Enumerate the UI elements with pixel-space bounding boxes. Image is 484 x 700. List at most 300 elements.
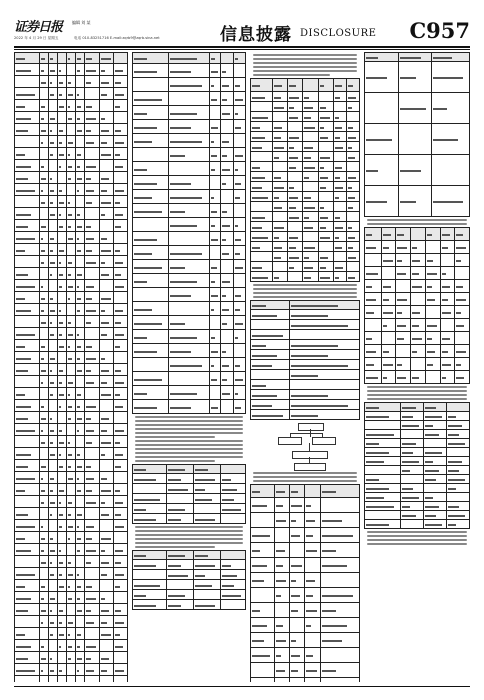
table-cell: [440, 332, 455, 345]
table-row: [251, 272, 360, 282]
table-cell: [66, 544, 75, 556]
table-cell: [48, 448, 57, 460]
table-cell: [288, 262, 303, 272]
table-cell: [400, 457, 423, 466]
table-cell: [114, 568, 128, 580]
table-cell: [221, 120, 233, 134]
table-cell: [251, 400, 290, 410]
table-cell: [99, 160, 114, 172]
table-cell: [66, 232, 75, 244]
table-cell: [75, 256, 84, 268]
text-line: [135, 452, 243, 454]
table-cell: [57, 304, 66, 316]
table-cell: [85, 364, 100, 376]
table-cell: [57, 64, 66, 76]
table-row: [133, 162, 246, 176]
table-cell: [85, 640, 100, 652]
table-cell: [166, 590, 193, 600]
table-cell: [39, 112, 48, 124]
table-cell: [288, 212, 303, 222]
table-cell: [133, 400, 169, 414]
table-row: [251, 558, 360, 573]
table-cell: [48, 472, 57, 484]
table-cell: [425, 267, 440, 280]
table-cell: [381, 228, 396, 241]
table-cell: [75, 76, 84, 88]
table-row: [15, 436, 128, 448]
table-cell: [75, 424, 84, 436]
table-cell: [57, 172, 66, 184]
table-cell: [209, 162, 220, 176]
table-row: [15, 484, 128, 496]
table-cell: [85, 160, 100, 172]
table-cell: [305, 528, 320, 543]
table-row: [251, 370, 360, 380]
table-cell: [39, 448, 48, 460]
table-cell: [39, 304, 48, 316]
table-cell: [290, 330, 360, 340]
table-cell: [66, 376, 75, 388]
table-cell: [39, 460, 48, 472]
table-cell: [455, 228, 470, 241]
table-cell: [57, 544, 66, 556]
table-cell: [440, 254, 455, 267]
table-cell: [233, 53, 245, 64]
table-cell: [272, 202, 287, 212]
table-cell: [57, 412, 66, 424]
table-cell: [411, 293, 426, 306]
table-row: [133, 64, 246, 78]
table-cell: [75, 556, 84, 568]
table-cell: [288, 222, 303, 232]
table-cell: [85, 53, 100, 64]
table-cell: [365, 53, 399, 62]
table-cell: [318, 202, 333, 212]
table-cell: [15, 604, 40, 616]
table-cell: [48, 256, 57, 268]
table-cell: [396, 371, 411, 384]
table-row: [15, 160, 128, 172]
table-row: [15, 304, 128, 316]
table-cell: [288, 162, 303, 172]
table-cell: [318, 222, 333, 232]
table-cell: [305, 603, 320, 618]
newspaper-logo: 证券日报: [14, 20, 63, 35]
table-cell: [75, 304, 84, 316]
table-cell: [233, 176, 245, 190]
table-cell: [133, 465, 167, 474]
table-row: [15, 100, 128, 112]
table-cell: [15, 616, 40, 628]
table-cell: [365, 345, 382, 358]
table-row: [133, 474, 246, 484]
table-cell: [75, 520, 84, 532]
table-cell: [85, 316, 100, 328]
table-cell: [251, 102, 273, 112]
table-cell: [39, 340, 48, 352]
table-cell: [194, 465, 221, 474]
table-cell: [411, 280, 426, 293]
table-cell: [303, 182, 318, 192]
table-row: [365, 62, 470, 93]
text-line: [135, 424, 243, 426]
table-cell: [318, 262, 333, 272]
page-number: C957: [409, 18, 470, 43]
table-row: [365, 280, 470, 293]
table-cell: [48, 328, 57, 340]
table-cell: [423, 520, 446, 529]
table-cell: [15, 664, 40, 676]
table-cell: [251, 410, 290, 420]
table-cell: [333, 152, 346, 162]
table-cell: [303, 152, 318, 162]
table-cell: [114, 53, 128, 64]
table-cell: [318, 212, 333, 222]
table-cell: [48, 316, 57, 328]
table-cell: [365, 124, 399, 155]
table-cell: [99, 352, 114, 364]
column-3-table-c: [250, 484, 360, 682]
table-cell: [381, 293, 396, 306]
table-row: [365, 448, 470, 457]
table-cell: [233, 330, 245, 344]
masthead: [14, 14, 470, 48]
table-cell: [114, 196, 128, 208]
table-cell: [85, 184, 100, 196]
table-cell: [114, 352, 128, 364]
table-cell: [66, 676, 75, 683]
table-cell: [66, 604, 75, 616]
table-cell: [455, 332, 470, 345]
table-cell: [57, 316, 66, 328]
table-cell: [75, 652, 84, 664]
table-cell: [15, 316, 40, 328]
table-row: [15, 88, 128, 100]
table-row: [251, 301, 360, 310]
table-row: [15, 124, 128, 136]
text-line: [135, 456, 243, 458]
table-cell: [209, 106, 220, 120]
table-cell: [99, 520, 114, 532]
table-cell: [114, 124, 128, 136]
table-cell: [48, 172, 57, 184]
table-cell: [318, 132, 333, 142]
table-cell: [133, 78, 169, 92]
table-cell: [99, 280, 114, 292]
table-cell: [251, 112, 273, 122]
table-cell: [251, 513, 275, 528]
table-cell: [303, 112, 318, 122]
table-cell: [288, 152, 303, 162]
table-cell: [381, 306, 396, 319]
table-row: [251, 132, 360, 142]
table-row: [251, 242, 360, 252]
table-cell: [75, 172, 84, 184]
table-cell: [272, 272, 287, 282]
table-cell: [432, 124, 470, 155]
table-cell: [169, 78, 210, 92]
text-line: [367, 386, 467, 388]
table-cell: [221, 494, 246, 504]
table-cell: [274, 498, 289, 513]
table-cell: [440, 228, 455, 241]
text-line: [253, 284, 357, 286]
table-row: [251, 212, 360, 222]
table-cell: [346, 242, 359, 252]
table-cell: [290, 543, 305, 558]
table-cell: [440, 358, 455, 371]
table-cell: [15, 64, 40, 76]
table-row: [15, 53, 128, 64]
table-cell: [396, 358, 411, 371]
table-cell: [272, 112, 287, 122]
table-row: [365, 53, 470, 62]
table-cell: [15, 628, 40, 640]
table-cell: [194, 504, 221, 514]
table-cell: [440, 280, 455, 293]
table-row: [251, 603, 360, 618]
table-cell: [15, 196, 40, 208]
table-cell: [75, 64, 84, 76]
table-cell: [169, 134, 210, 148]
column-4: [364, 52, 470, 682]
table-row: [251, 192, 360, 202]
table-cell: [99, 172, 114, 184]
table-cell: [133, 494, 167, 504]
table-cell: [85, 460, 100, 472]
table-cell: [48, 496, 57, 508]
table-cell: [99, 664, 114, 676]
table-cell: [48, 352, 57, 364]
table-cell: [39, 616, 48, 628]
table-cell: [15, 580, 40, 592]
table-cell: [57, 136, 66, 148]
table-cell: [221, 551, 246, 560]
table-row: [365, 475, 470, 484]
table-row: [251, 390, 360, 400]
text-line: [135, 416, 243, 418]
table-cell: [15, 268, 40, 280]
table-cell: [221, 302, 233, 316]
table-cell: [133, 53, 169, 64]
table-cell: [365, 520, 401, 529]
table-cell: [169, 400, 210, 414]
table-cell: [114, 616, 128, 628]
table-cell: [114, 208, 128, 220]
table-cell: [99, 148, 114, 160]
table-cell: [365, 228, 382, 241]
table-cell: [75, 616, 84, 628]
table-cell: [15, 532, 40, 544]
table-row: [365, 520, 470, 529]
table-cell: [290, 603, 305, 618]
table-cell: [251, 360, 290, 370]
table-cell: [221, 204, 233, 218]
table-cell: [272, 232, 287, 242]
table-cell: [85, 484, 100, 496]
table-cell: [455, 293, 470, 306]
table-cell: [288, 232, 303, 242]
table-cell: [290, 678, 305, 683]
table-cell: [251, 558, 275, 573]
table-cell: [303, 172, 318, 182]
table-row: [365, 371, 470, 384]
text-line: [367, 535, 467, 537]
table-cell: [272, 142, 287, 152]
table-cell: [272, 92, 287, 102]
table-cell: [209, 190, 220, 204]
table-cell: [48, 208, 57, 220]
table-cell: [57, 100, 66, 112]
table-cell: [75, 580, 84, 592]
table-row: [133, 106, 246, 120]
table-cell: [99, 640, 114, 652]
table-cell: [251, 262, 273, 272]
table-cell: [75, 280, 84, 292]
table-cell: [133, 64, 169, 78]
table-cell: [169, 176, 210, 190]
table-cell: [15, 352, 40, 364]
table-row: [365, 228, 470, 241]
table-cell: [99, 580, 114, 592]
table-cell: [251, 380, 290, 390]
chart-box: [312, 437, 336, 445]
table-cell: [381, 280, 396, 293]
table-cell: [66, 328, 75, 340]
table-cell: [209, 176, 220, 190]
table-cell: [85, 568, 100, 580]
table-cell: [99, 100, 114, 112]
table-cell: [221, 590, 246, 600]
table-cell: [288, 192, 303, 202]
table-cell: [66, 412, 75, 424]
table-cell: [166, 474, 193, 484]
table-cell: [288, 182, 303, 192]
table-cell: [15, 400, 40, 412]
table-cell: [99, 268, 114, 280]
table-cell: [39, 232, 48, 244]
table-cell: [365, 93, 399, 124]
table-cell: [39, 292, 48, 304]
table-cell: [396, 254, 411, 267]
table-cell: [381, 358, 396, 371]
table-cell: [66, 316, 75, 328]
table-cell: [169, 92, 210, 106]
column-2-text-b: [132, 526, 246, 548]
table-cell: [303, 102, 318, 112]
table-cell: [381, 345, 396, 358]
table-cell: [15, 160, 40, 172]
table-cell: [346, 152, 359, 162]
table-cell: [133, 288, 169, 302]
table-cell: [66, 640, 75, 652]
table-cell: [114, 472, 128, 484]
table-cell: [114, 676, 128, 683]
table-row: [251, 678, 360, 683]
table-cell: [333, 272, 346, 282]
table-cell: [400, 520, 423, 529]
table-cell: [85, 88, 100, 100]
table-row: [251, 633, 360, 648]
table-cell: [272, 79, 287, 92]
table-cell: [99, 292, 114, 304]
table-cell: [133, 246, 169, 260]
table-cell: [75, 364, 84, 376]
table-cell: [66, 304, 75, 316]
table-cell: [274, 648, 289, 663]
chart-connector: [309, 457, 310, 463]
text-line: [135, 460, 215, 462]
table-cell: [365, 502, 401, 511]
table-cell: [39, 556, 48, 568]
table-cell: [114, 172, 128, 184]
table-cell: [75, 388, 84, 400]
table-row: [251, 142, 360, 152]
column-2: [132, 52, 246, 682]
table-row: [133, 400, 246, 414]
table-cell: [15, 544, 40, 556]
table-cell: [133, 580, 167, 590]
table-row: [251, 618, 360, 633]
table-row: [133, 551, 246, 560]
table-cell: [66, 172, 75, 184]
table-cell: [85, 340, 100, 352]
table-cell: [169, 148, 210, 162]
table-cell: [288, 112, 303, 122]
table-cell: [114, 448, 128, 460]
table-cell: [48, 292, 57, 304]
table-cell: [169, 162, 210, 176]
table-cell: [396, 267, 411, 280]
table-cell: [39, 400, 48, 412]
table-cell: [85, 76, 100, 88]
table-cell: [398, 62, 432, 93]
table-cell: [272, 162, 287, 172]
table-cell: [169, 232, 210, 246]
table-cell: [48, 88, 57, 100]
table-cell: [221, 92, 233, 106]
table-row: [15, 460, 128, 472]
table-cell: [39, 76, 48, 88]
table-cell: [318, 162, 333, 172]
table-cell: [320, 648, 359, 663]
table-cell: [221, 64, 233, 78]
text-line: [367, 543, 467, 545]
table-cell: [66, 136, 75, 148]
table-cell: [99, 508, 114, 520]
table-cell: [66, 460, 75, 472]
table-row: [133, 372, 246, 386]
table-cell: [114, 544, 128, 556]
table-cell: [57, 532, 66, 544]
table-cell: [303, 222, 318, 232]
table-cell: [48, 280, 57, 292]
table-cell: [169, 64, 210, 78]
table-cell: [114, 496, 128, 508]
table-cell: [48, 412, 57, 424]
table-row: [15, 76, 128, 88]
table-cell: [57, 400, 66, 412]
table-cell: [251, 272, 273, 282]
text-line: [367, 219, 467, 221]
table-cell: [333, 79, 346, 92]
table-cell: [48, 148, 57, 160]
table-cell: [251, 152, 273, 162]
table-cell: [99, 628, 114, 640]
table-cell: [303, 122, 318, 132]
text-line: [253, 74, 330, 76]
table-cell: [303, 132, 318, 142]
